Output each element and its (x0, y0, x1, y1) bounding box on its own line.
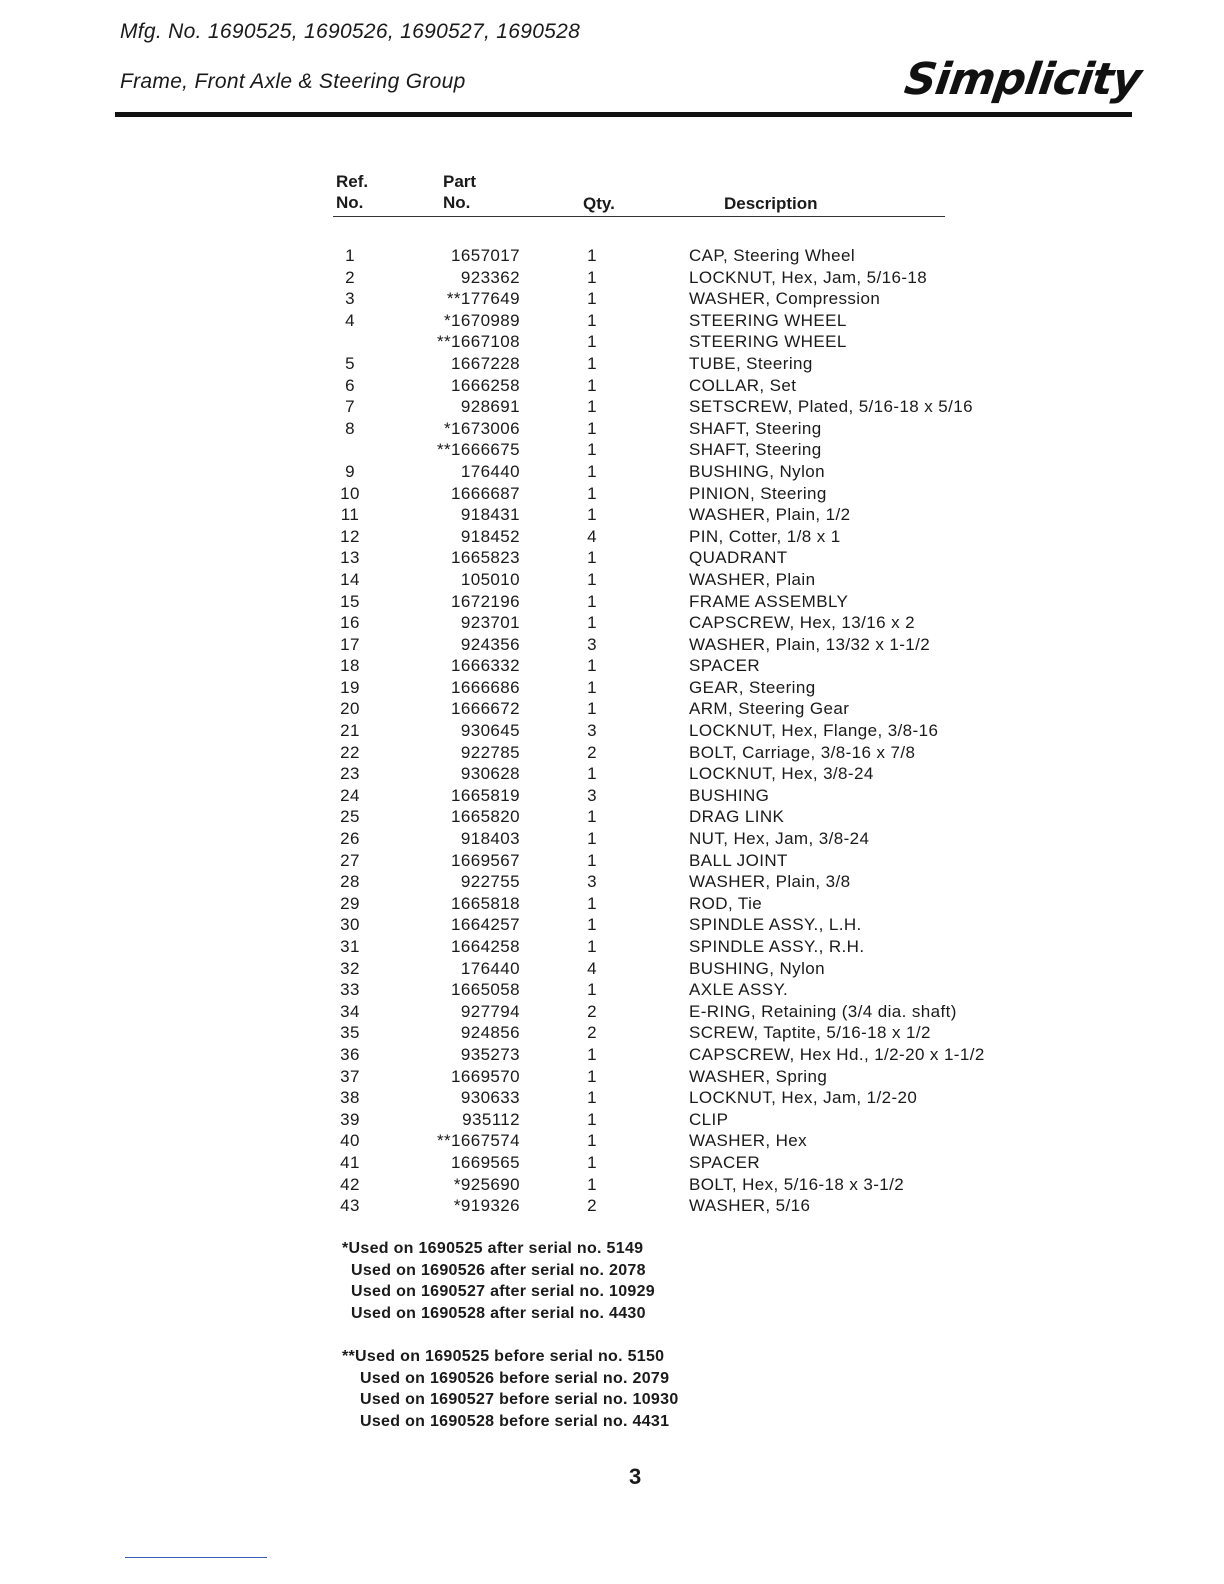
ref-cell: 25 (340, 807, 360, 827)
description-cell: LOCKNUT, Hex, Jam, 1/2-20 (689, 1088, 918, 1108)
table-row (0, 720, 1224, 742)
table-row (0, 1152, 1224, 1174)
part-number-cell: 1666672 (451, 699, 520, 719)
part-number-cell: 105010 (460, 569, 520, 589)
ref-cell: 27 (340, 850, 360, 870)
quantity-cell: 1 (587, 1066, 597, 1086)
quantity-cell: 1 (587, 310, 597, 330)
quantity-cell: 3 (587, 721, 597, 741)
header-divider (115, 112, 1132, 117)
part-number-cell: 918452 (460, 526, 520, 546)
table-row (0, 1195, 1224, 1217)
column-header-ref (336, 171, 368, 213)
quantity-cell: 1 (587, 483, 597, 503)
description-cell: SCREW, Taptite, 5/16-18 x 1/2 (689, 1023, 931, 1043)
description-cell: WASHER, Compression (689, 289, 881, 309)
part-number-cell: 1666686 (451, 677, 520, 697)
ref-cell: 40 (340, 1131, 360, 1151)
description-cell: WASHER, Hex (689, 1131, 808, 1151)
quantity-cell: 1 (587, 591, 597, 611)
part-number-cell: 1666332 (451, 656, 520, 676)
quantity-cell: 1 (587, 677, 597, 697)
part-number-cell: 922755 (460, 872, 520, 892)
table-row (0, 418, 1224, 440)
part-number-cell: 176440 (460, 461, 520, 481)
quantity-cell: 3 (587, 785, 597, 805)
ref-cell: 26 (340, 829, 360, 849)
table-row (0, 871, 1224, 893)
part-number-cell: 1665818 (451, 893, 520, 913)
description-cell: CAPSCREW, Hex, 13/16 x 2 (689, 613, 915, 633)
description-cell: BUSHING, Nylon (689, 461, 825, 481)
description-cell: QUADRANT (689, 548, 788, 568)
part-number-cell: 1669567 (451, 850, 520, 870)
part-number-cell: 930628 (460, 764, 520, 784)
part-number-cell: 1669570 (451, 1066, 520, 1086)
table-row (0, 1130, 1224, 1152)
table-row (0, 1174, 1224, 1196)
table-row (0, 461, 1224, 483)
quantity-cell: 1 (587, 461, 597, 481)
table-row (0, 742, 1224, 764)
quantity-cell: 1 (587, 505, 597, 525)
quantity-cell: 1 (587, 375, 597, 395)
ref-cell: 32 (340, 958, 360, 978)
column-header-part-line1: Part (443, 172, 477, 191)
part-number-cell: 935112 (462, 1109, 520, 1129)
column-header-ref-line1: Ref. (336, 172, 369, 191)
table-row (0, 1087, 1224, 1109)
ref-cell: 2 (345, 267, 355, 287)
ref-cell: 17 (340, 634, 360, 654)
part-number-cell: 930633 (460, 1088, 520, 1108)
ref-cell: 31 (340, 937, 360, 956)
quantity-cell: 1 (587, 246, 597, 265)
description-cell: ROD, Tie (689, 893, 763, 913)
table-row (0, 828, 1224, 850)
part-number-cell: 930645 (460, 721, 520, 741)
description-cell: SPINDLE ASSY., L.H. (689, 915, 862, 935)
table-row (0, 1066, 1224, 1088)
table-row (0, 547, 1224, 569)
ref-cell: 12 (340, 526, 360, 546)
ref-cell: 6 (345, 375, 355, 395)
quantity-cell: 1 (587, 764, 597, 784)
ref-cell: 11 (340, 505, 360, 525)
description-cell: SHAFT, Steering (689, 440, 822, 460)
part-number-cell: 923701 (460, 613, 520, 633)
ref-cell: 24 (340, 785, 360, 805)
table-row (0, 288, 1224, 310)
quantity-cell: 2 (587, 1001, 597, 1021)
part-number-cell: 924356 (460, 634, 520, 654)
ref-cell: 23 (340, 764, 360, 784)
ref-cell: 43 (340, 1196, 360, 1216)
description-cell: SHAFT, Steering (689, 418, 822, 438)
part-number-cell: 927794 (460, 1001, 520, 1021)
quantity-cell: 1 (587, 893, 597, 913)
table-row (0, 504, 1224, 526)
table-row (0, 914, 1224, 936)
quantity-cell: 1 (587, 289, 597, 309)
ref-cell: 10 (340, 483, 360, 503)
footnote-line: *Used on 1690525 after serial no. 5149 (342, 1240, 644, 1257)
ref-cell: 9 (345, 461, 355, 481)
quantity-cell: 2 (587, 1196, 597, 1216)
part-number-cell: 1666258 (451, 375, 520, 395)
description-cell: CAP, Steering Wheel (689, 246, 856, 265)
part-number-cell: 1672196 (451, 591, 520, 611)
footnote-line: Used on 1690526 after serial no. 2078 (351, 1262, 646, 1279)
table-row (0, 375, 1224, 397)
description-cell: BUSHING, Nylon (689, 958, 825, 978)
quantity-cell: 1 (587, 915, 597, 935)
quantity-cell: 1 (587, 656, 597, 676)
quantity-cell: 2 (587, 1023, 597, 1043)
description-cell: LOCKNUT, Hex, 3/8-24 (689, 764, 874, 784)
part-number-cell: **1667574 (436, 1131, 520, 1151)
part-number-cell: **1666675 (436, 440, 520, 460)
page-number: 3 (629, 1464, 642, 1489)
quantity-cell: 1 (587, 1131, 597, 1151)
group-title: Frame, Front Axle & Steering Group (120, 70, 466, 93)
part-number-cell: 1669565 (451, 1152, 520, 1172)
ref-cell: 35 (340, 1023, 360, 1043)
quantity-cell: 1 (587, 699, 597, 719)
table-row (0, 893, 1224, 915)
description-cell: PIN, Cotter, 1/8 x 1 (689, 526, 841, 546)
footnote-line: Used on 1690527 after serial no. 10929 (351, 1283, 656, 1300)
description-cell: E-RING, Retaining (3/4 dia. shaft) (689, 1001, 957, 1021)
ref-cell: 37 (340, 1066, 360, 1086)
description-cell: NUT, Hex, Jam, 3/8-24 (689, 829, 870, 849)
description-cell: WASHER, Plain, 1/2 (689, 505, 851, 525)
bottom-divider (125, 1557, 267, 1558)
table-row (0, 310, 1224, 332)
quantity-cell: 2 (587, 742, 597, 762)
quantity-cell: 1 (587, 613, 597, 633)
footnote-line: Used on 1690528 after serial no. 4430 (351, 1305, 646, 1322)
part-number-cell: 1665819 (451, 785, 520, 805)
description-cell: BOLT, Hex, 5/16-18 x 3-1/2 (689, 1174, 905, 1194)
part-number-cell: 1665058 (451, 980, 520, 1000)
quantity-cell: 1 (587, 418, 597, 438)
column-header-description: Description (724, 194, 818, 213)
ref-cell: 14 (340, 569, 360, 589)
part-number-cell: 918431 (460, 505, 520, 525)
column-header-ref-line2: No. (336, 193, 364, 212)
ref-cell: 34 (340, 1001, 360, 1021)
quantity-cell: 1 (587, 807, 597, 827)
table-row (0, 634, 1224, 656)
footnote-line: Used on 1690528 before serial no. 4431 (360, 1413, 670, 1430)
ref-cell: 1 (345, 246, 355, 265)
description-cell: STEERING WHEEL (689, 332, 847, 352)
table-row (0, 591, 1224, 613)
part-number-cell: 1667228 (451, 353, 520, 373)
table-row (0, 936, 1224, 958)
description-cell: DRAG LINK (689, 807, 785, 827)
table-row (0, 850, 1224, 872)
quantity-cell: 4 (587, 526, 597, 546)
description-cell: WASHER, Plain, 13/32 x 1-1/2 (689, 634, 931, 654)
table-row (0, 1044, 1224, 1066)
ref-cell: 28 (340, 872, 360, 892)
table-row (0, 979, 1224, 1001)
ref-cell: 29 (340, 893, 360, 913)
quantity-cell: 1 (587, 850, 597, 870)
table-row (0, 655, 1224, 677)
quantity-cell: 1 (587, 1109, 597, 1129)
quantity-cell: 1 (587, 332, 597, 352)
table-row (0, 331, 1224, 353)
ref-cell: 8 (345, 418, 355, 438)
ref-cell: 16 (340, 613, 360, 633)
table-row (0, 698, 1224, 720)
quantity-cell: 4 (587, 958, 597, 978)
table-row (0, 1109, 1224, 1131)
ref-cell: 15 (340, 591, 360, 611)
part-number-cell: *925690 (453, 1174, 520, 1194)
description-cell: STEERING WHEEL (689, 310, 847, 330)
ref-cell: 3 (345, 289, 355, 309)
ref-cell: 22 (340, 742, 360, 762)
quantity-cell: 1 (587, 397, 597, 417)
description-cell: CAPSCREW, Hex Hd., 1/2-20 x 1-1/2 (689, 1044, 985, 1064)
table-row (0, 785, 1224, 807)
part-number-cell: 935273 (460, 1044, 520, 1064)
column-header-part-line2: No. (443, 193, 471, 212)
description-cell: COLLAR, Set (689, 375, 797, 395)
description-cell: SPACER (689, 656, 761, 676)
description-cell: BUSHING (689, 785, 770, 805)
description-cell: LOCKNUT, Hex, Jam, 5/16-18 (689, 267, 928, 287)
part-number-cell: **1667108 (436, 332, 520, 352)
description-cell: WASHER, 5/16 (689, 1196, 811, 1216)
description-cell: SPINDLE ASSY., R.H. (689, 937, 865, 956)
ref-cell: 7 (345, 397, 355, 417)
part-number-cell: 1664258 (451, 937, 520, 956)
quantity-cell: 1 (587, 353, 597, 373)
table-row (0, 763, 1224, 785)
table-row (0, 353, 1224, 375)
ref-cell: 21 (340, 721, 360, 741)
table-header-divider (333, 216, 945, 217)
description-cell: GEAR, Steering (689, 677, 816, 697)
parts-table-body (0, 245, 1224, 1217)
ref-cell: 30 (340, 915, 360, 935)
table-row (0, 569, 1224, 591)
ref-cell: 41 (340, 1152, 360, 1172)
part-number-cell: *919326 (453, 1196, 520, 1216)
quantity-cell: 1 (587, 569, 597, 589)
footnote-line: **Used on 1690525 before serial no. 5150 (342, 1348, 665, 1365)
description-cell: CLIP (689, 1109, 729, 1129)
quantity-cell: 1 (587, 267, 597, 287)
table-row (0, 1001, 1224, 1023)
table-row (0, 439, 1224, 461)
quantity-cell: 1 (587, 980, 597, 1000)
quantity-cell: 1 (587, 1174, 597, 1194)
ref-cell: 5 (345, 353, 355, 373)
part-number-cell: 923362 (460, 267, 520, 287)
ref-cell: 20 (340, 699, 360, 719)
description-cell: PINION, Steering (689, 483, 827, 503)
description-cell: LOCKNUT, Hex, Flange, 3/8-16 (689, 721, 939, 741)
quantity-cell: 3 (587, 634, 597, 654)
footnote-line: Used on 1690526 before serial no. 2079 (360, 1370, 670, 1387)
part-number-cell: 928691 (460, 397, 520, 417)
table-row (0, 806, 1224, 828)
quantity-cell: 1 (587, 1152, 597, 1172)
quantity-cell: 1 (587, 440, 597, 460)
part-number-cell: 924856 (460, 1023, 520, 1043)
table-row (0, 612, 1224, 634)
description-cell: AXLE ASSY. (689, 980, 789, 1000)
part-number-cell: 918403 (460, 829, 520, 849)
description-cell: BALL JOINT (689, 850, 788, 870)
brand-logo: Simplicity (901, 54, 1144, 105)
part-number-cell: 922785 (460, 742, 520, 762)
ref-cell: 13 (340, 548, 360, 568)
description-cell: FRAME ASSEMBLY (689, 591, 849, 611)
table-row (0, 267, 1224, 289)
part-number-cell: 176440 (460, 958, 520, 978)
description-cell: WASHER, Spring (689, 1066, 828, 1086)
description-cell: ARM, Steering Gear (689, 699, 850, 719)
description-cell: TUBE, Steering (689, 353, 813, 373)
description-cell: WASHER, Plain (689, 569, 816, 589)
table-row (0, 245, 1224, 267)
description-cell: SPACER (689, 1152, 761, 1172)
part-number-cell: *1673006 (444, 418, 520, 438)
quantity-cell: 1 (587, 1088, 597, 1108)
part-number-cell: **177649 (446, 289, 520, 309)
ref-cell: 4 (345, 310, 355, 330)
part-number-cell: 1665820 (451, 807, 520, 827)
part-number-cell: 1664257 (451, 915, 520, 935)
ref-cell: 33 (340, 980, 360, 1000)
table-row (0, 677, 1224, 699)
part-number-cell: 1657017 (451, 246, 520, 265)
ref-cell: 39 (340, 1109, 360, 1129)
ref-cell: 19 (340, 677, 360, 697)
column-header-qty: Qty. (583, 194, 615, 213)
table-row (0, 483, 1224, 505)
quantity-cell: 1 (587, 829, 597, 849)
part-number-cell: 1666687 (451, 483, 520, 503)
table-row (0, 958, 1224, 980)
description-cell: SETSCREW, Plated, 5/16-18 x 5/16 (689, 397, 973, 417)
description-cell: WASHER, Plain, 3/8 (689, 872, 851, 892)
quantity-cell: 1 (587, 937, 597, 956)
table-row (0, 396, 1224, 418)
quantity-cell: 3 (587, 872, 597, 892)
part-number-cell: *1670989 (444, 310, 520, 330)
part-number-cell: 1665823 (451, 548, 520, 568)
quantity-cell: 1 (587, 548, 597, 568)
ref-cell: 42 (340, 1174, 360, 1194)
ref-cell: 38 (340, 1088, 360, 1108)
table-row (0, 526, 1224, 548)
manufacturer-numbers: Mfg. No. 1690525, 1690526, 1690527, 1690528 (120, 20, 581, 43)
footnote-line: Used on 1690527 before serial no. 10930 (360, 1391, 679, 1408)
ref-cell: 18 (340, 656, 360, 676)
description-cell: BOLT, Carriage, 3/8-16 x 7/8 (689, 742, 916, 762)
quantity-cell: 1 (587, 1044, 597, 1064)
ref-cell: 36 (340, 1044, 360, 1064)
column-header-part (443, 171, 476, 213)
table-row (0, 1022, 1224, 1044)
